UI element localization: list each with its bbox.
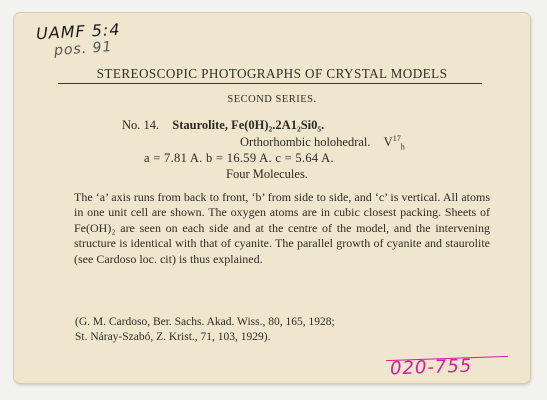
handwritten-code: UAMF 5:4: [35, 19, 121, 44]
reference-line: St. Náray-Szabó, Z. Krist., 71, 103, 1929).: [75, 331, 271, 344]
crystal-system: Orthorhombic holohedral.: [240, 135, 371, 150]
space-group: $V^{17}_h$: [383, 134, 405, 152]
references: [75, 315, 495, 346]
molecule-count: Four Molecules.: [226, 167, 308, 181]
crystal-system-line: [240, 134, 405, 152]
specimen-card: [14, 13, 530, 383]
card-title: STEREOSCOPIC PHOTOGRAPHS OF CRYSTAL MODELS: [96, 66, 448, 81]
handwritten-position: pos. 91: [53, 38, 113, 60]
series-label: SECOND SERIES.: [227, 94, 317, 105]
unit-cell-dimensions: a = 7.81 A. b = 16.59 A. c = 5.64 A.: [144, 151, 334, 165]
description-paragraph: The ‘a’ axis runs from back to front, ‘b’ from side to side, and ‘c’ is vertical. All atoms in one unit cell are shown. The oxygen atoms are in cubic closest packing. Sheets of Fe(OH)₂ are seen on each side and at the centre of the model, and the intervening structure is identical with that of cyanite. The parallel growth of cyanite and staurolite (see Cardoso loc. cit) is thus explained.: [74, 190, 490, 266]
chemical-formula: Fe(0H)₂.2A1₂Si0₅.: [231, 118, 325, 132]
catalog-number: 020-755: [389, 355, 473, 380]
title-divider: [58, 83, 482, 84]
mineral-name: Staurolite,: [172, 118, 228, 132]
entry-number: No. 14.: [122, 118, 160, 132]
reference-line: (G. M. Cardoso, Ber. Sachs. Akad. Wiss., 80, 165, 1928;: [75, 316, 335, 328]
entry-heading: [122, 118, 324, 133]
